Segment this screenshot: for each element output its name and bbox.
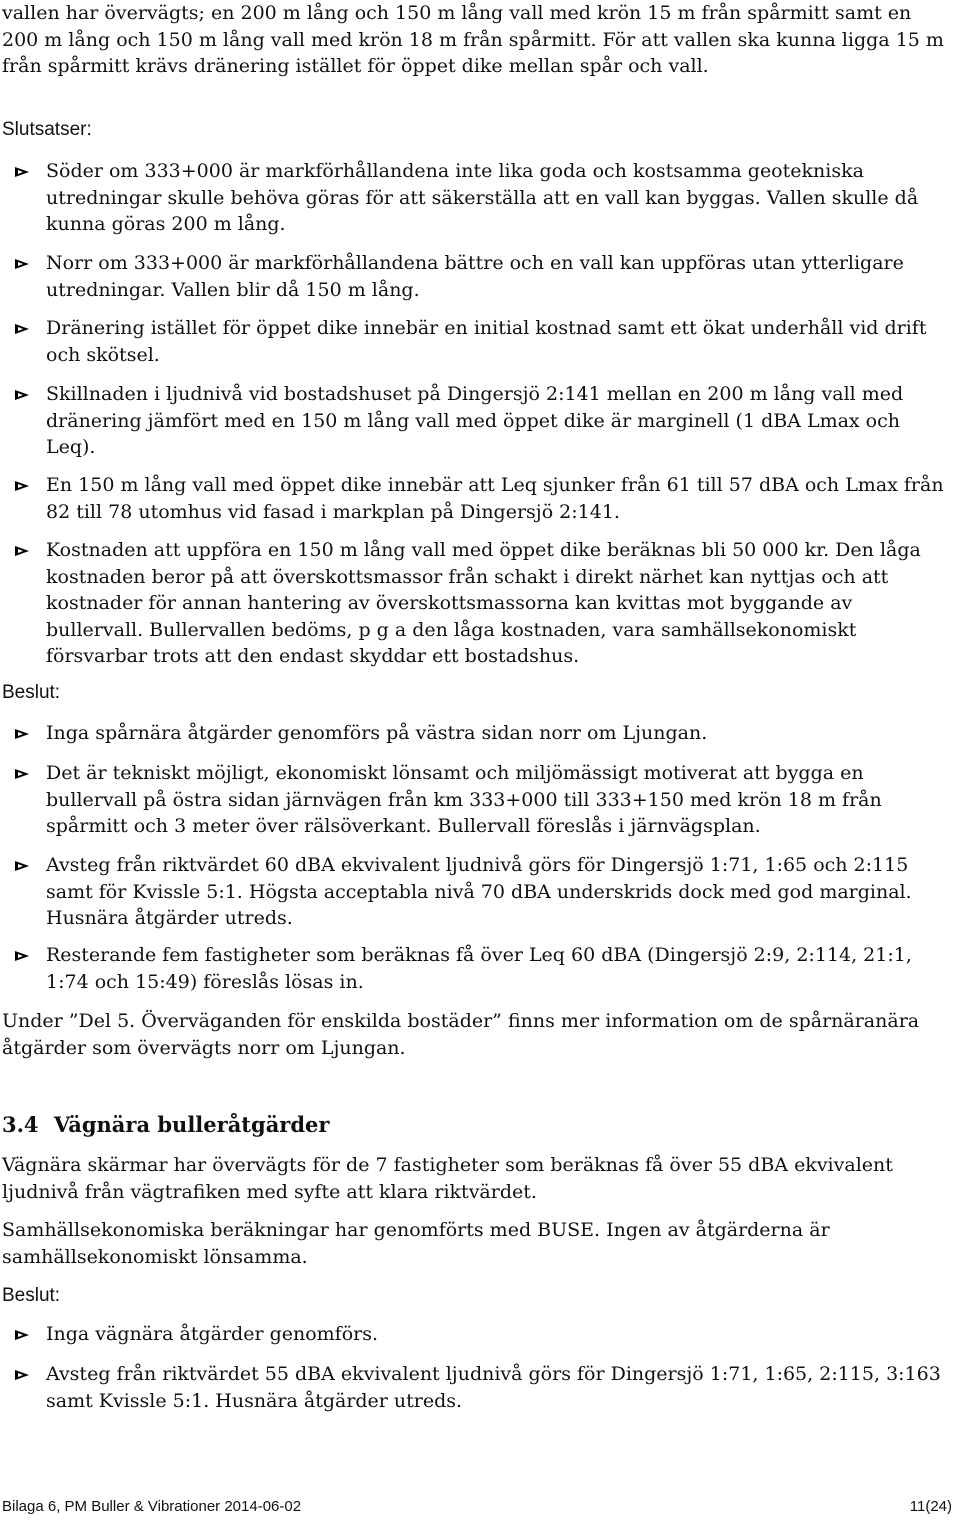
slutsatser-label: Slutsatser: [2,119,92,140]
arrow-bullet-icon [14,950,30,962]
arrow-bullet-icon [14,1329,30,1341]
arrow-bullet-icon [14,323,30,335]
beslut-text: Inga spårnära åtgärder genomförs på västra sidan norr om Ljungan. [46,722,708,744]
slutsats-text: Dränering istället för öppet dike innebär en initial kostnad samt ett ökat underhåll vid drift och skötsel. [46,317,927,366]
beslut-text: Resterande fem fastigheter som beräknas få över Leq 60 dBA (Dingersjö 2:9, 2:114, 21:1, 1:74 och 15:49) föreslås lösas in. [46,944,912,993]
slutsats-text: Norr om 333+000 är markförhållandena bättre och en vall kan uppföras utan ytterligare utredningar. Vallen blir då 150 m lång. [46,252,904,301]
slutsats-text: En 150 m lång vall med öppet dike innebär att Leq sjunker från 61 till 57 dBA och Lmax från 82 till 78 utomhus vid fasad i markplan på Dingersjö 2:141. [46,474,944,523]
arrow-bullet-icon [14,768,30,780]
beslut-text: Avsteg från riktvärdet 60 dBA ekvivalent ljudnivå görs för Dingersjö 1:71, 1:65 och 2:115 samt för Kvissle 5:1. Högsta acceptabla nivå 70 dBA underskrids dock med god marginal. Husnära åtgärder utreds. [46,854,912,929]
section-paragraph: Samhällsekonomiska beräkningar har genomförts med BUSE. Ingen av åtgärderna är samhällsekonomiskt lönsamma. [2,1219,830,1268]
arrow-bullet-icon [14,389,30,401]
section-title: Vägnära bulleråtgärder [53,1112,330,1137]
section-heading [2,1110,329,1140]
beslut-text: Det är tekniskt möjligt, ekonomiskt lönsamt och miljömässigt motiverat att bygga en bullervall på östra sidan järnvägen från km 333+000 till 333+150 med krön 18 m från spårmitt och 3 meter över rälsöverkant. Bullervall föreslås i järnvägsplan. [46,762,882,837]
under-note: Under ”Del 5. Överväganden för enskilda bostäder” finns mer information om de spårnäranära åtgärder som övervägts norr om Ljungan. [2,1010,920,1059]
beslut-text: Inga vägnära åtgärder genomförs. [46,1323,379,1345]
section-paragraph: Vägnära skärmar har övervägts för de 7 fastigheter som beräknas få över 55 dBA ekvivalent ljudnivå från vägtrafiken med syfte att klara riktvärdet. [2,1154,893,1203]
intro-paragraph: vallen har övervägts; en 200 m lång och 150 m lång vall med krön 15 m från spårmitt samt en 200 m lång och 150 m lång vall med krön 18 m från spårmitt. För att vallen ska kunna ligga 15 m från spårmitt krävs dränering istället för öppet dike mellan spår och vall. [2,2,944,77]
arrow-bullet-icon [14,480,30,492]
arrow-bullet-icon [14,728,30,740]
beslut-label: Beslut: [2,1285,61,1306]
arrow-bullet-icon [14,166,30,178]
footer-page-number: 11(24) [909,1498,952,1515]
arrow-bullet-icon [14,1369,30,1381]
slutsats-text: Skillnaden i ljudnivå vid bostadshuset på Dingersjö 2:141 mellan en 200 m lång vall med dränering jämfört med en 150 m lång vall med öppet dike är marginell (1 dBA Lmax och Leq). [46,383,904,458]
beslut-label: Beslut: [2,682,61,703]
arrow-bullet-icon [14,860,30,872]
arrow-bullet-icon [14,545,30,557]
beslut-text: Avsteg från riktvärdet 55 dBA ekvivalent ljudnivå görs för Dingersjö 1:71, 1:65, 2:115, 3:163 samt Kvissle 5:1. Husnära åtgärder utreds. [46,1363,941,1412]
arrow-bullet-icon [14,258,30,270]
slutsats-text: Söder om 333+000 är markförhållandena inte lika goda och kostsamma geotekniska utredningar skulle behöva göras för att säkerställa att en vall kan byggas. Vallen skulle då kunna göras 200 m lång. [46,160,919,235]
slutsats-text: Kostnaden att uppföra en 150 m lång vall med öppet dike beräknas bli 50 000 kr. Den låga kostnaden beror på att överskottsmassor från schakt i direkt närhet kan nyttjas och att kostnader för annan hantering av överskottsmassorna kan kvittas mot byggande av bullervall. Bullervallen bedöms, p g a den låga kostnaden, vara samhällsekonomiskt försvarbar trots att den endast skyddar ett bostadshus. [46,539,921,667]
footer-document-title: Bilaga 6, PM Buller & Vibrationer 2014-06-02 [2,1498,302,1515]
section-number: 3.4 [2,1112,39,1137]
